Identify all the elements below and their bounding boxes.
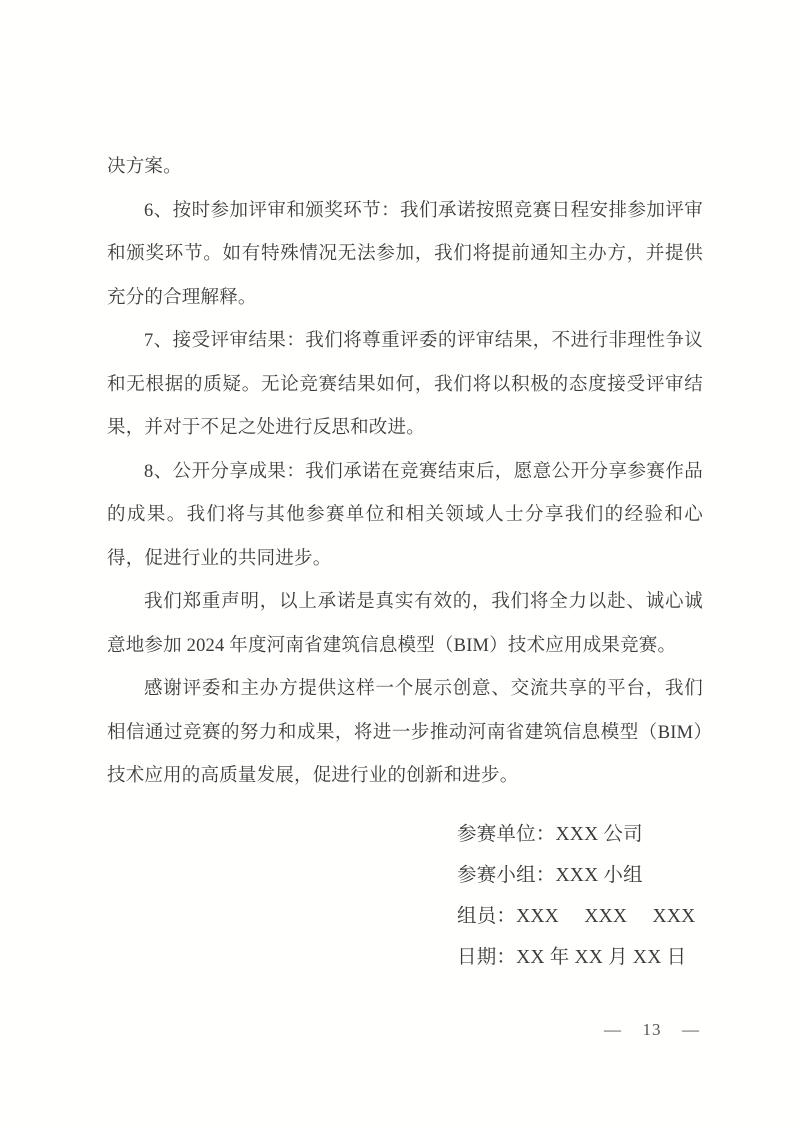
signature-date-line: 日期：XX 年 XX 月 XX 日 [457,946,687,968]
paragraph-thanks: 感谢评委和主办方提供这样一个展示创意、交流共享的平台，我们相信通过竞赛的努力和成果，将进一步推动河南省建筑信息模型（BIM）技术应用的高质量发展，促进行业的创新和进步。 [107,679,703,786]
paragraph-continuation: 决方案。 [107,157,182,177]
paragraph-item-8: 8、公开分享成果：我们承诺在竞赛结束后，愿意公开分享参赛作品的成果。我们将与其他参赛单位和相关领域人士分享我们的经验和心得，促进行业的共同进步。 [107,461,703,569]
paragraph-item-6: 6、按时参加评审和颁奖环节：我们承诺按照竞赛日程安排参加评审和颁奖环节。如有特殊情况无法参加，我们将提前通知主办方，并提供充分的合理解释。 [107,200,703,308]
paragraph-declaration: 我们郑重声明，以上承诺是真实有效的，我们将全力以赴、诚心诚意地参加 2024 年度河南省建筑信息模型（BIM）技术应用成果竞赛。 [107,592,703,656]
paragraph-item-7: 7、接受评审结果：我们将尊重评委的评审结果，不进行非理性争议和无根据的质疑。无论竞赛结果如何，我们将以积极的态度接受评审结果，并对于不足之处进行反思和改进。 [107,331,703,438]
signature-members-line: 组员：XXX XXX XXX [457,905,696,927]
page-number: — 13 — [604,1020,700,1039]
signature-unit-line: 参赛单位：XXX 公司 [457,823,643,845]
document-body [107,146,703,978]
signature-block [457,814,703,978]
signature-team-line: 参赛小组：XXX 小组 [457,864,643,886]
